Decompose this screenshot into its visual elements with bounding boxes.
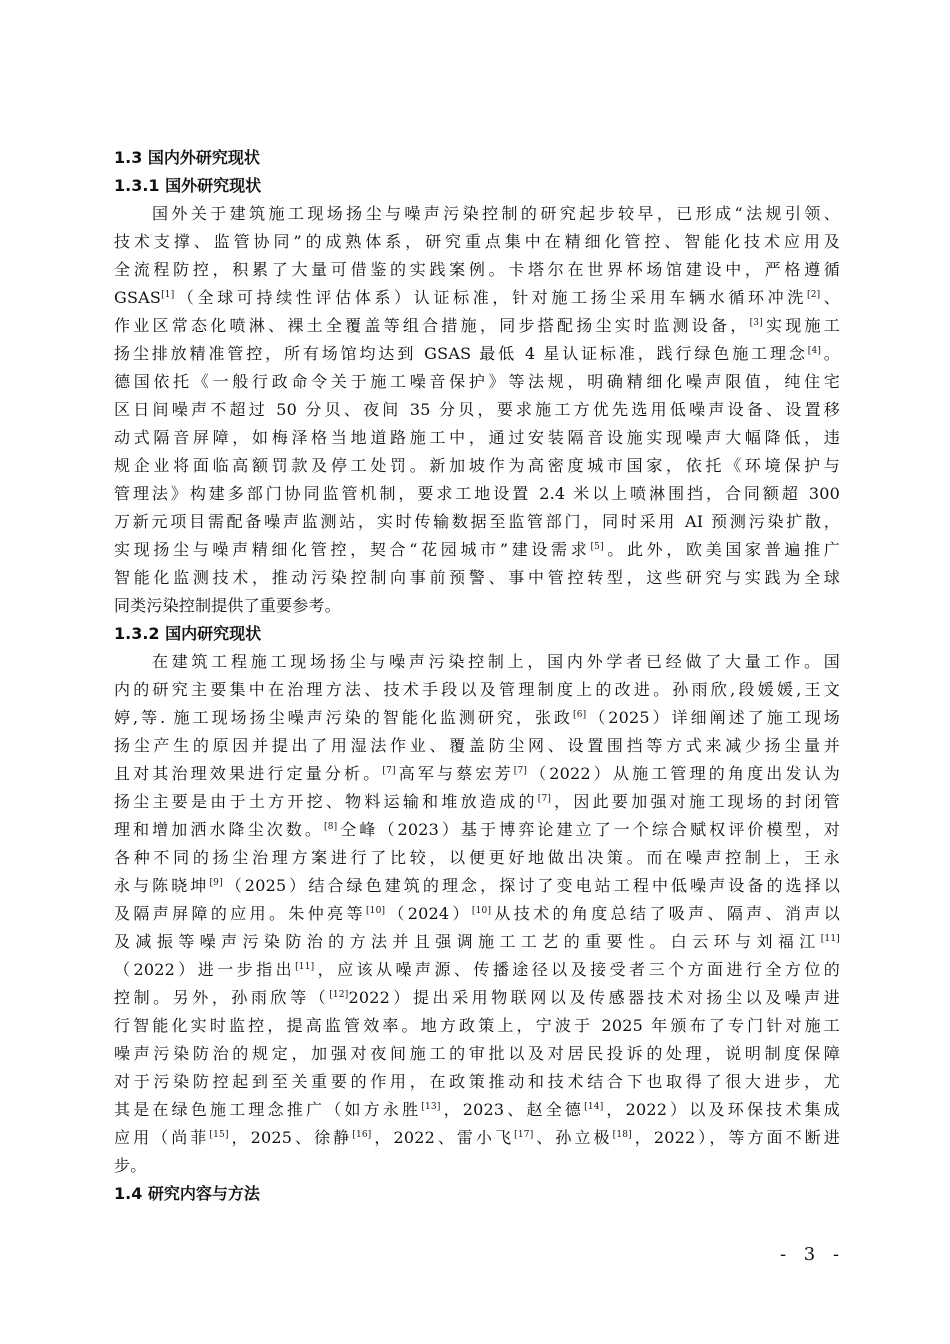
text-span: 婷,等. 施工现场扬尘噪声污染的智能化监测研究，张政 [114,708,574,727]
text-span: 应用（尚菲 [114,1128,210,1147]
text-span: 扬尘主要是由于土方开挖、物料运输和堆放造成的 [114,792,538,811]
text-span: 其是在绿色施工理念推广（如方永胜 [114,1100,422,1119]
text-line: 对于污染防控起到至关重要的作用，在政策推动和技术结合下也取得了很大进步，尤 [114,1072,840,1091]
text-line: 在建筑工程施工现场扬尘与噪声污染控制上，国内外学者已经做了大量工作。国 [152,652,840,671]
text-span: ，2023、赵全德 [440,1100,585,1119]
text-span: 、 [820,288,841,307]
text-line [114,900,840,928]
text-line [114,956,840,984]
text-line: 扬尘产生的原因并提出了用湿法作业、覆盖防尘网、设置围挡等方式来减少扬尘量并 [114,736,840,755]
citation: [14] [584,1102,604,1112]
citation: [15] [209,1130,229,1140]
text-line: 各种不同的扬尘治理方案进行了比较，以便更好地做出决策。而在噪声控制上，王永 [114,848,840,867]
text-span: 仝峰（2023）基于博弈论建立了一个综合赋权评价模型，对 [337,820,840,839]
text-line: 全流程防控，积累了大量可借鉴的实践案例。卡塔尔在世界杯场馆建设中，严格遵循 [114,260,840,279]
text-line [114,1124,840,1152]
text-line [114,816,840,844]
paragraph-foreign-research [114,200,840,620]
citation: [10] [471,906,492,916]
citation: [17] [514,1130,534,1140]
text-line [114,340,840,368]
text-span: 扬尘排放精准管控，所有场馆均达到 GSAS 最低 4 星认证标准，践行绿色施工理念 [114,344,808,363]
citation: [11] [295,962,315,972]
text-line [114,984,840,1012]
text-span: 控制。另外，孙雨欣等（ [114,988,330,1007]
text-line: 步。 [114,1156,147,1175]
text-line [114,704,840,732]
text-span: （全球可持续性评估体系）认证标准，针对施工扬尘采用车辆水循环冲洗 [174,288,807,307]
text-span: 永与陈晓坤 [114,876,210,895]
text-line: 内的研究主要集中在治理方法、技术手段以及管理制度上的改进。孙雨欣,段媛媛,王文 [114,680,840,699]
text-span: 及隔声屏障的应用。朱仲亮等 [114,904,366,923]
text-line [114,788,840,816]
text-line: 行智能化实时监控，提高监管效率。地方政策上，宁波于 2025 年颁布了专门针对施工 [114,1016,840,1035]
text-span: 及减振等噪声污染防治的方法并且强调施工工艺的重要性。白云环与刘福江 [114,932,821,951]
section-heading-1-3-2: 1.3.2 国内研究现状 [114,624,262,643]
text-line [114,312,840,340]
paragraph-domestic-research [114,648,840,1180]
text-line: 国外关于建筑施工现场扬尘与噪声污染控制的研究起步较早，已形成“法规引领、 [152,204,840,223]
text-span: ，因此要加强对施工现场的封闭管 [551,792,840,811]
text-line: 噪声污染防治的规定，加强对夜间施工的审批以及对居民投诉的处理，说明制度保障 [114,1044,840,1063]
paper-page [114,144,840,1208]
text-span: ，2022），等方面不断进 [631,1128,840,1147]
citation: [7] [382,766,396,776]
text-span: ，2025、徐静 [228,1128,353,1147]
text-line: 区日间噪声不超过 50 分贝、夜间 35 分贝，要求施工方优先选用低噪声设备、设置移 [114,400,840,419]
text-span: 高军与蔡宏芳 [395,764,514,783]
text-span: 且对其治理效果进行定量分析。 [114,764,383,783]
text-span: （2024） [385,904,472,923]
section-heading-1-3: 1.3 国内外研究现状 [114,148,260,167]
text-span: （2022）从施工管理的角度出发认为 [527,764,840,783]
citation: [13] [421,1102,441,1112]
citation: [3] [749,318,763,328]
text-line: 动式隔音屏障，如梅泽格当地道路施工中，通过安装隔音设施实现噪声大幅降低，违 [114,428,840,447]
text-span: 、孙立极 [533,1128,613,1147]
text-line: 同类污染控制提供了重要参考。 [114,596,341,615]
text-span: 理和增加洒水降尘次数。 [114,820,325,839]
citation: [10] [365,906,386,916]
text-span: （2025）结合绿色建筑的理念，探讨了变电站工程中低噪声设备的选择以 [222,876,840,895]
citation: [7] [513,766,528,776]
text-span: （2025）详细阐述了施工现场 [586,708,840,727]
page-number: - 3 - [780,1244,846,1265]
text-line: 智能化监测技术，推动污染控制向事前预警、事中管控转型，这些研究与实践为全球 [114,568,840,587]
text-span: 。此外，欧美国家普遍推广 [603,540,840,559]
citation: [16] [352,1130,372,1140]
citation: [7] [537,794,552,804]
text-span: ，2022）以及环保技术集成 [603,1100,840,1119]
text-span: 。 [821,344,840,363]
citation: [12] [329,990,349,1000]
text-line: 万新元项目需配备噪声监测站，实时传输数据至监管部门，同时采用 AI 预测污染扩散， [114,512,840,531]
text-line: 规企业将面临高额罚款及停工处罚。新加坡作为高密度城市国家，依托《环境保护与 [114,456,840,475]
text-line [114,1096,840,1124]
citation: [2] [806,290,821,300]
text-line: 技术支撑、监管协同”的成熟体系，研究重点集中在精细化管控、智能化技术应用及 [114,232,840,251]
text-span: （2022）进一步指出 [114,960,296,979]
text-span: 作业区常态化喷淋、裸土全覆盖等组合措施，同步搭配扬尘实时监测设备， [114,316,750,335]
text-span: ，应该从噪声源、传播途径以及接受者三个方面进行全方位的 [314,960,841,979]
text-span: 2022）提出采用物联网以及传感器技术对扬尘以及噪声进 [348,988,841,1007]
text-line: 管理法》构建多部门协同监管机制，要求工地设置 2.4 米以上喷淋围挡，合同额超 300 [114,484,840,503]
text-line: 德国依托《一般行政命令关于施工噪音保护》等法规，明确精细化噪声限值，纯住宅 [114,372,840,391]
text-span: ，2022、雷小飞 [371,1128,515,1147]
text-span: GSAS [114,288,162,307]
citation: [11] [820,934,840,944]
text-span: 从技术的角度总结了吸声、隔声、消声以 [491,904,840,923]
citation: [1] [161,290,175,300]
text-line [114,284,840,312]
text-span: 实现扬尘与噪声精细化管控，契合“花园城市”建设需求 [114,540,591,559]
text-span: 实现施工 [762,316,840,335]
citation: [9] [209,878,223,888]
section-heading-1-4: 1.4 研究内容与方法 [114,1184,260,1203]
citation: [6] [573,710,587,720]
citation: [18] [612,1130,632,1140]
citation: [8] [324,822,338,832]
text-line [114,928,840,956]
text-line [114,872,840,900]
section-heading-1-3-1: 1.3.1 国外研究现状 [114,176,262,195]
text-line [114,760,840,788]
text-line [114,536,840,564]
citation: [4] [807,346,822,356]
citation: [5] [590,542,604,552]
